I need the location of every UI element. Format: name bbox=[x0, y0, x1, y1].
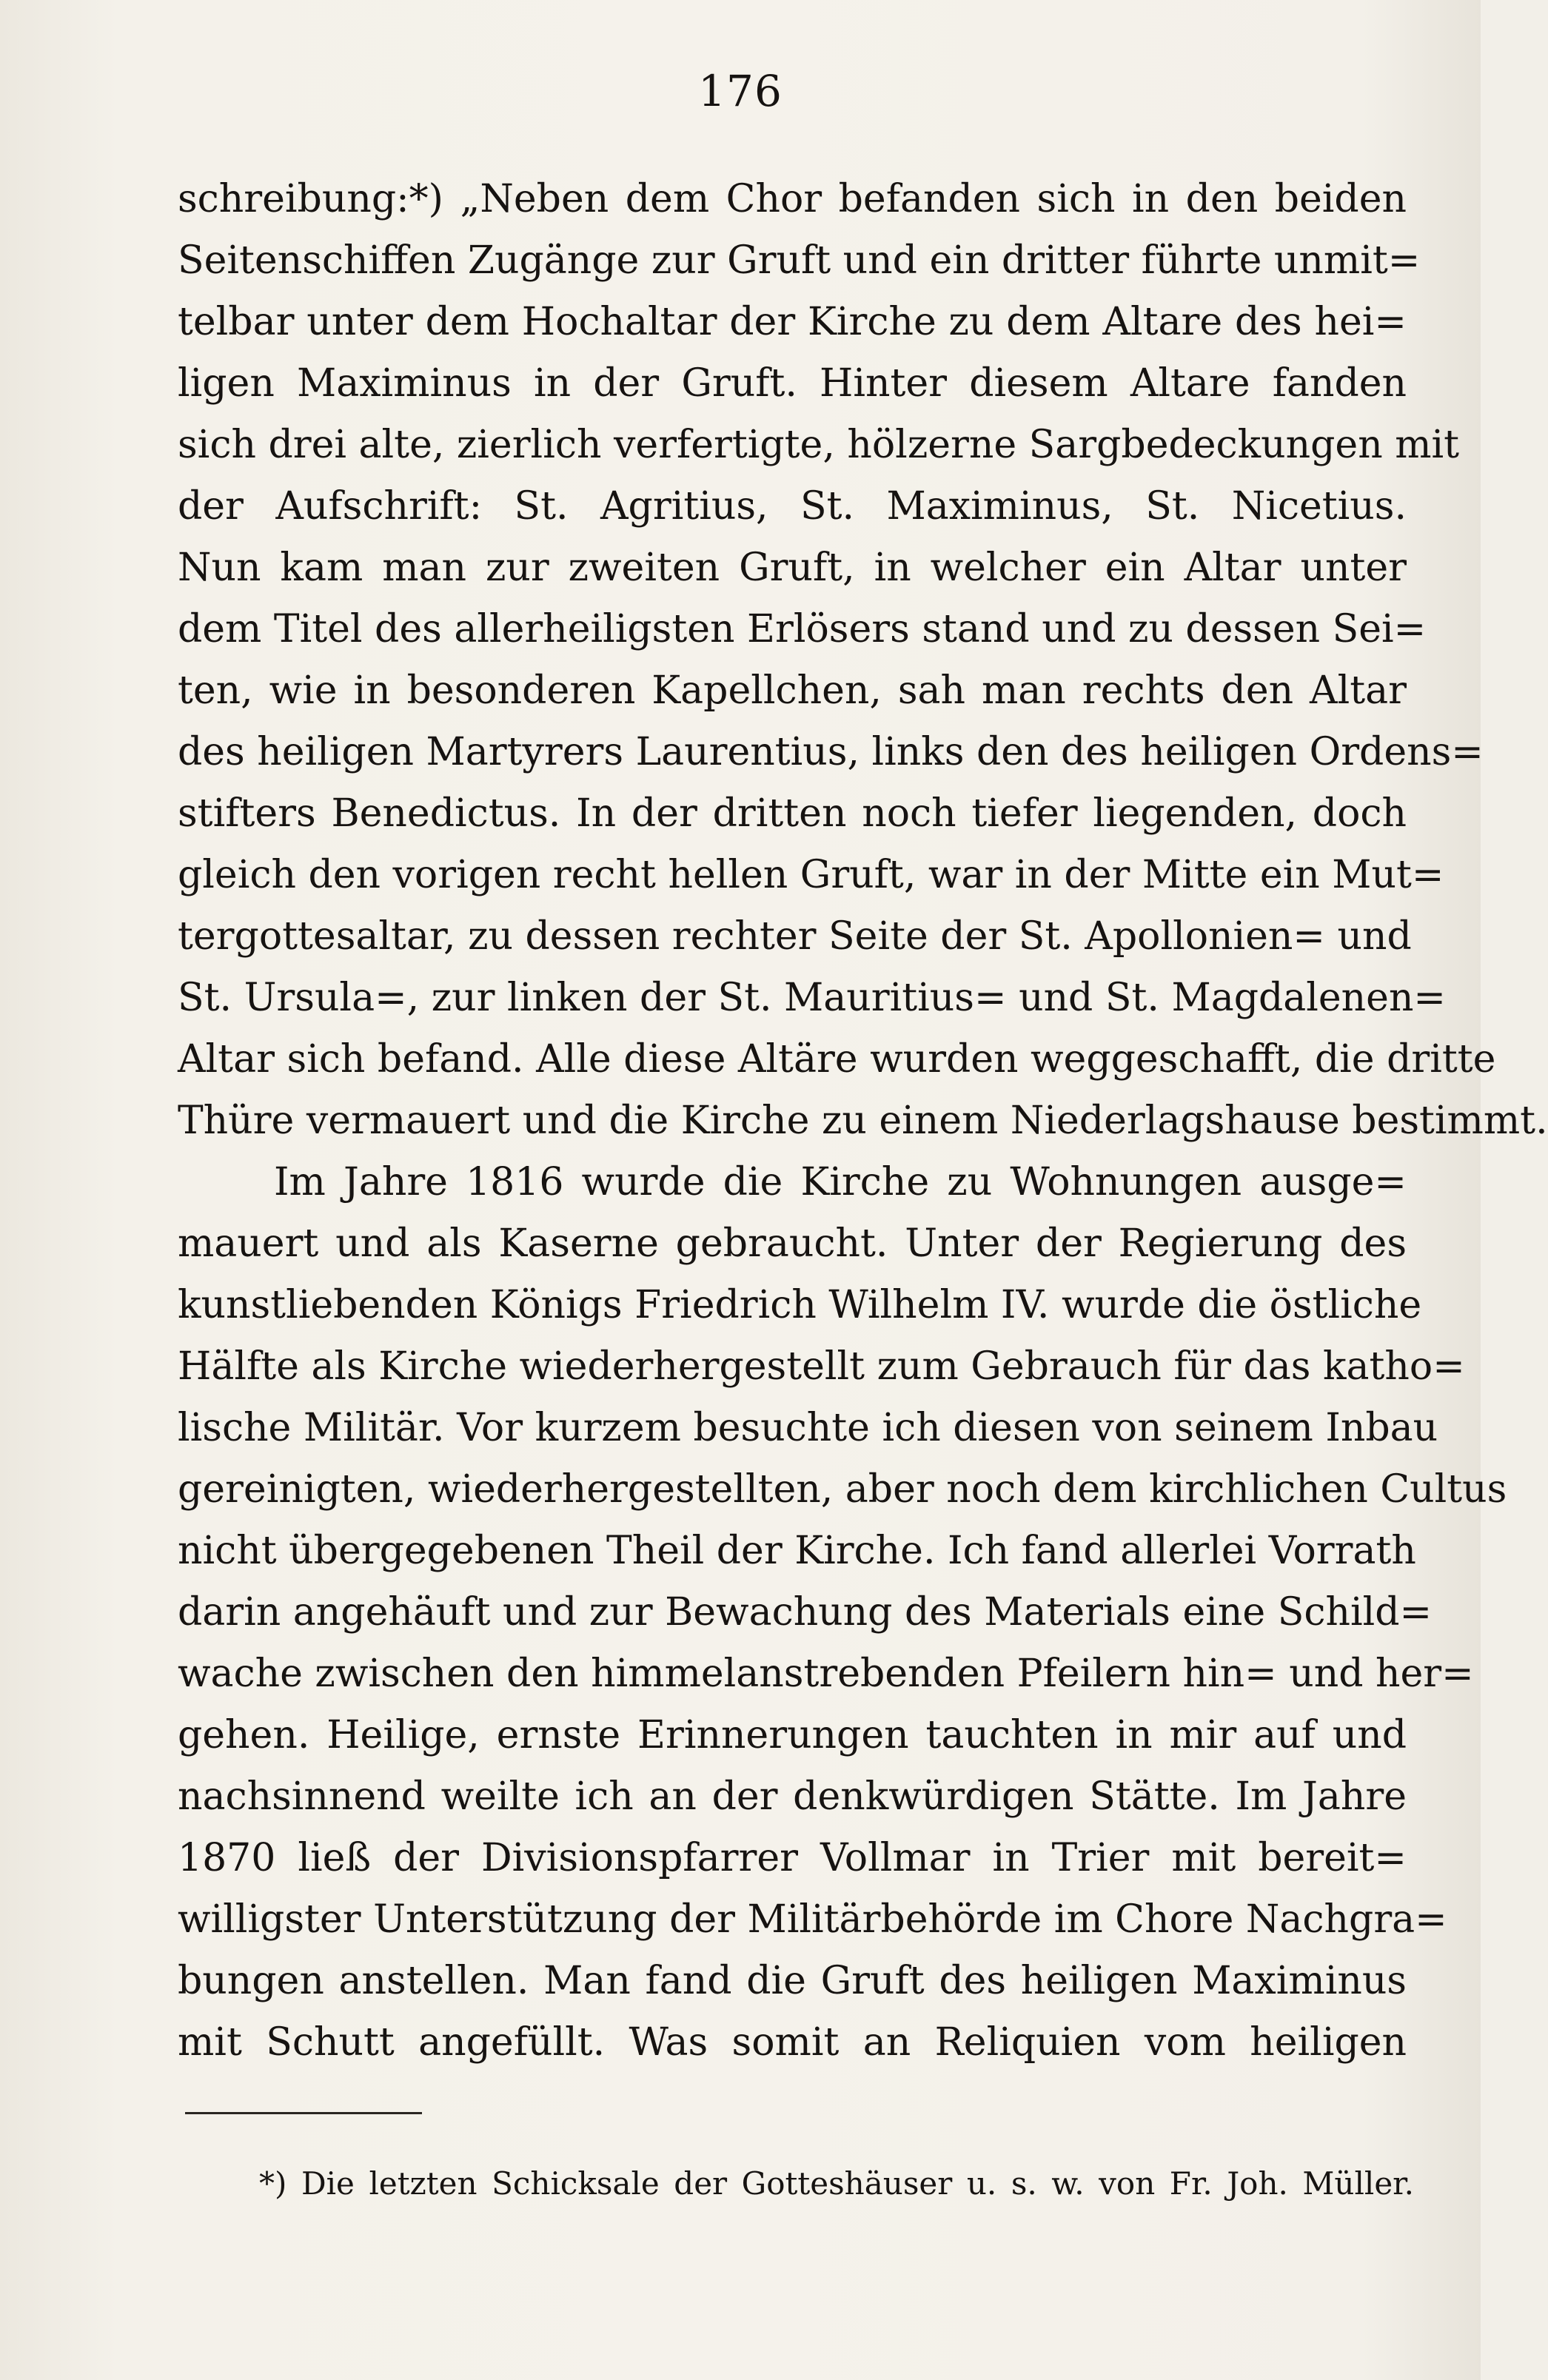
text-line: willigster Unterstützung der Militärbehörde im Chore Nachgra= bbox=[178, 1897, 1447, 1942]
text-line: bungen anstellen. Man fand die Gruft des heiligen Maximinus bbox=[178, 1959, 1407, 2003]
text-line: tergottesaltar, zu dessen rechter Seite der St. Apollonien= und bbox=[178, 914, 1412, 959]
text-line: dem Titel des allerheiligsten Erlösers stand und zu dessen Sei= bbox=[178, 607, 1427, 651]
footnote-divider bbox=[185, 2112, 422, 2114]
text-line: der Aufschrift: St. Agritius, St. Maximinus, St. Nicetius. bbox=[178, 484, 1407, 529]
text-line: wache zwischen den himmelanstrebenden Pfeilern hin= und her= bbox=[178, 1652, 1474, 1696]
text-line: Seitenschiffen Zugänge zur Gruft und ein dritter führte unmit= bbox=[178, 238, 1421, 283]
text-line: telbar unter dem Hochaltar der Kirche zu dem Altare des hei= bbox=[178, 300, 1407, 344]
text-line: gereinigten, wiederhergestellten, aber noch dem kirchlichen Cultus bbox=[178, 1467, 1507, 1512]
text-line: mit Schutt angefüllt. Was somit an Reliquien vom heiligen bbox=[178, 2020, 1407, 2065]
text-line: Altar sich befand. Alle diese Altäre wurden weggeschafft, die dritte bbox=[178, 1037, 1496, 1082]
text-line: Thüre vermauert und die Kirche zu einem Niederlagshause bestimmt. bbox=[178, 1099, 1548, 1143]
text-line: gleich den vorigen recht hellen Gruft, war in der Mitte ein Mut= bbox=[178, 853, 1444, 897]
text-line: des heiligen Martyrers Laurentius, links den des heiligen Ordens= bbox=[178, 730, 1484, 774]
body-text bbox=[178, 169, 1548, 2074]
text-line: kunstliebenden Königs Friedrich Wilhelm IV. wurde die östliche bbox=[178, 1283, 1422, 1327]
text-line: sich drei alte, zierlich verfertigte, hölzerne Sargbedeckungen mit bbox=[178, 423, 1460, 467]
text-line: ten, wie in besonderen Kapellchen, sah man rechts den Altar bbox=[178, 668, 1407, 713]
text-line: 1870 ließ der Divisionspfarrer Vollmar in Trier mit bereit= bbox=[178, 1836, 1407, 1880]
text-line: stifters Benedictus. In der dritten noch tiefer liegenden, doch bbox=[178, 791, 1407, 836]
text-line: Im Jahre 1816 wurde die Kirche zu Wohnungen ausge= bbox=[274, 1160, 1407, 1204]
text-line: lische Militär. Vor kurzem besuchte ich diesen von seinem Inbau bbox=[178, 1406, 1438, 1450]
text-line: St. Ursula=, zur linken der St. Mauritius= und St. Magdalenen= bbox=[178, 976, 1447, 1020]
text-line: schreibung:*) „Neben dem Chor befanden sich in den beiden bbox=[178, 177, 1407, 221]
text-line: Nun kam man zur zweiten Gruft, in welcher ein Altar unter bbox=[178, 546, 1407, 590]
text-line: ligen Maximinus in der Gruft. Hinter diesem Altare fanden bbox=[178, 361, 1407, 406]
text-line: darin angehäuft und zur Bewachung des Materials eine Schild= bbox=[178, 1590, 1433, 1635]
text-line: mauert und als Kaserne gebraucht. Unter der Regierung des bbox=[178, 1221, 1407, 1266]
text-line: gehen. Heilige, ernste Erinnerungen tauchten in mir auf und bbox=[178, 1713, 1407, 1757]
text-line: Hälfte als Kirche wiederhergestellt zum Gebrauch für das katho= bbox=[178, 1344, 1465, 1389]
text-line: nachsinnend weilte ich an der denkwürdigen Stätte. Im Jahre bbox=[178, 1774, 1407, 1819]
page-number: 176 bbox=[698, 66, 783, 116]
text-line: nicht übergegebenen Theil der Kirche. Ich fand allerlei Vorrath bbox=[178, 1529, 1416, 1573]
footnote: *) Die letzten Schicksale der Gotteshäuser u. s. w. von Fr. Joh. Müller. bbox=[259, 2165, 1414, 2202]
